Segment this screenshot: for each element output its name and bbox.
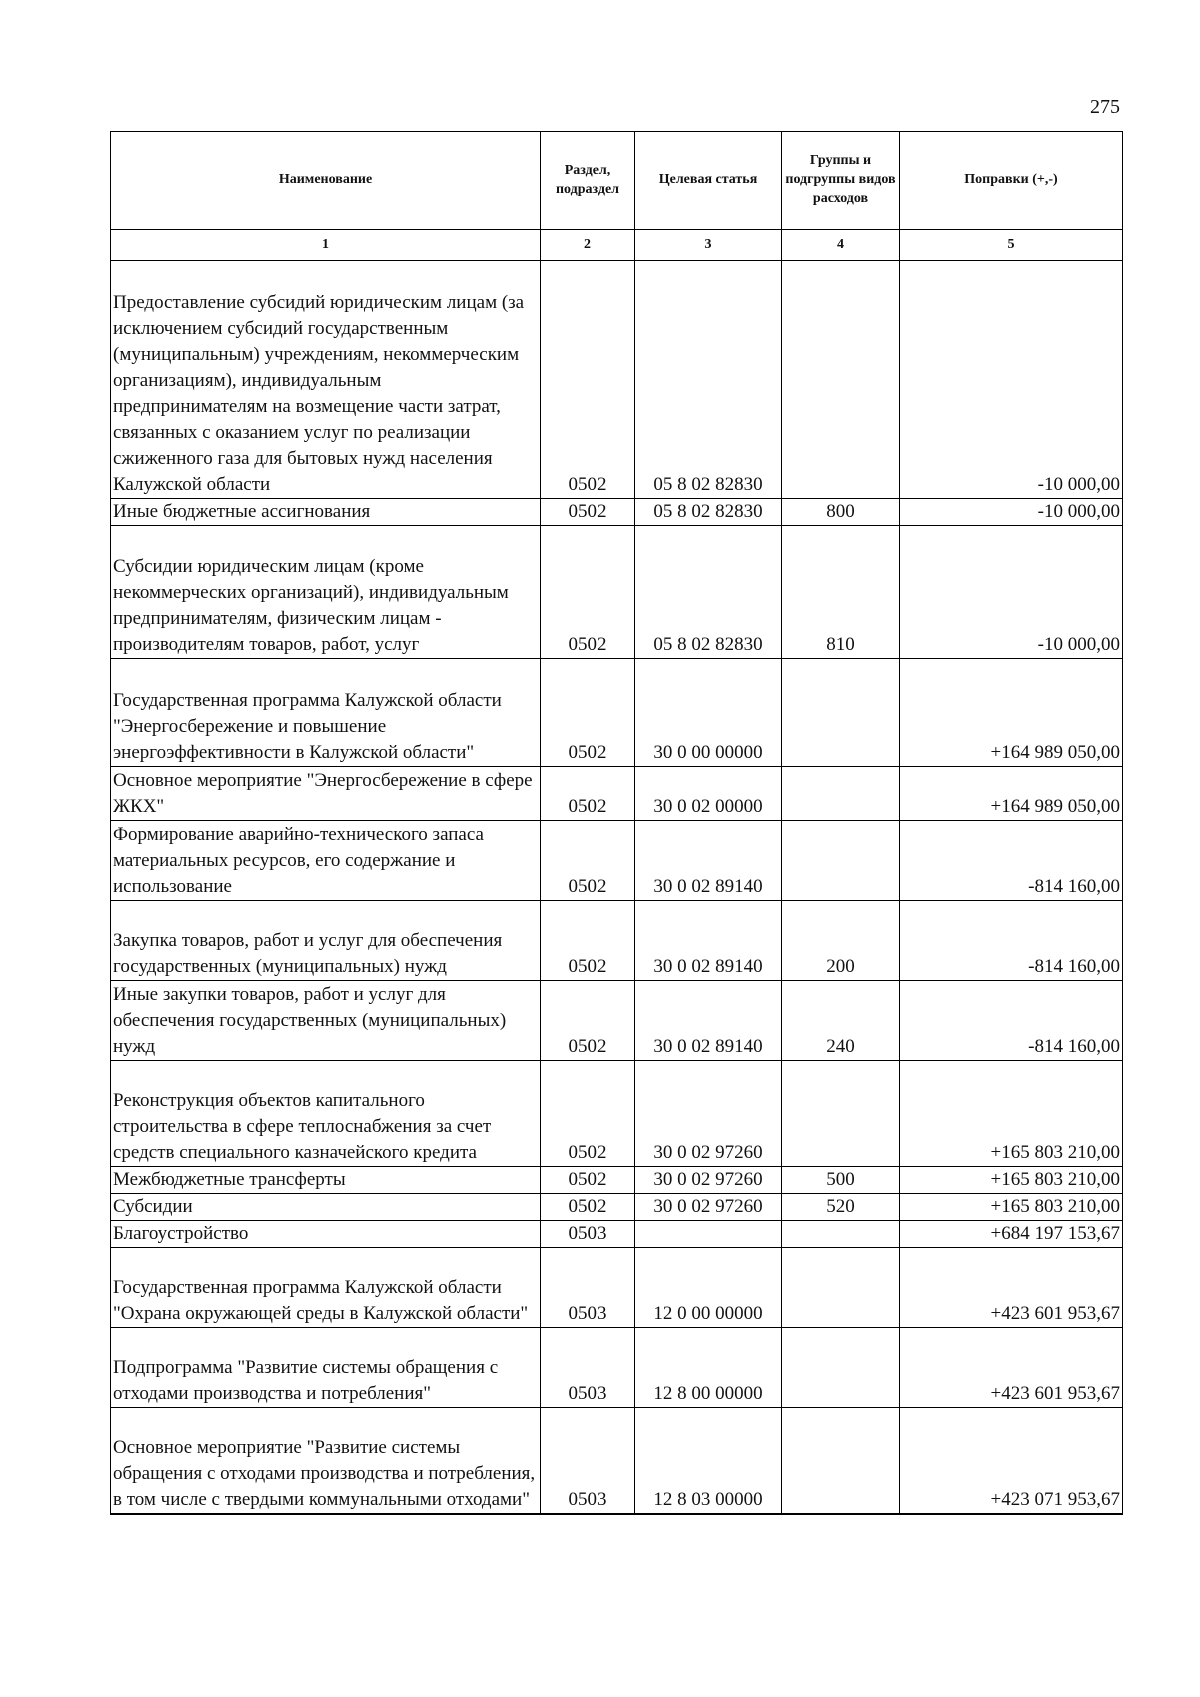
page-number: 275: [1090, 96, 1120, 118]
row-group: [782, 1248, 900, 1328]
row-name: Иные бюджетные ассигнования: [111, 499, 541, 526]
row-section: 0503: [541, 1248, 635, 1328]
row-group: 200: [782, 901, 900, 981]
row-amount: -814 160,00: [900, 981, 1123, 1061]
row-name: Формирование аварийно-технического запаса материальных ресурсов, его содержание и использование: [111, 821, 541, 901]
table-row: [111, 526, 1123, 659]
table-row: [111, 499, 1123, 526]
row-name: Государственная программа Калужской области "Энергосбережение и повышение энергоэффективности в Калужской области": [111, 659, 541, 767]
table-row: [111, 1328, 1123, 1408]
budget-amendments-table: [110, 131, 1123, 1515]
header-amendments: Поправки (+,-): [900, 132, 1123, 230]
row-name: Закупка товаров, работ и услуг для обеспечения государственных (муниципальных) нужд: [111, 901, 541, 981]
row-name: Субсидии: [111, 1194, 541, 1221]
table-row: [111, 1221, 1123, 1248]
row-section: 0502: [541, 261, 635, 499]
row-amount: -10 000,00: [900, 526, 1123, 659]
column-number: 3: [635, 230, 782, 261]
table-row: [111, 981, 1123, 1061]
row-name: Иные закупки товаров, работ и услуг для обеспечения государственных (муниципальных) нужд: [111, 981, 541, 1061]
row-group: 810: [782, 526, 900, 659]
row-amount: +165 803 210,00: [900, 1167, 1123, 1194]
row-target: 30 0 02 97260: [635, 1061, 782, 1167]
row-target: 30 0 02 00000: [635, 767, 782, 821]
row-group: [782, 767, 900, 821]
row-target: 12 0 00 00000: [635, 1248, 782, 1328]
row-amount: +164 989 050,00: [900, 659, 1123, 767]
row-group: [782, 1221, 900, 1248]
row-group: [782, 261, 900, 499]
column-number: 1: [111, 230, 541, 261]
row-group: [782, 1328, 900, 1408]
header-name: Наименование: [111, 132, 541, 230]
row-amount: +423 071 953,67: [900, 1408, 1123, 1514]
row-target: 05 8 02 82830: [635, 526, 782, 659]
row-group: [782, 659, 900, 767]
row-amount: -10 000,00: [900, 499, 1123, 526]
row-group: 500: [782, 1167, 900, 1194]
table-row: [111, 659, 1123, 767]
row-target: 05 8 02 82830: [635, 499, 782, 526]
row-name: Основное мероприятие "Развитие системы обращения с отходами производства и потребления, в том числе с твердыми коммунальными отходами": [111, 1408, 541, 1514]
row-section: 0502: [541, 767, 635, 821]
row-name: Основное мероприятие "Энергосбережение в сфере ЖКХ": [111, 767, 541, 821]
row-section: 0502: [541, 1061, 635, 1167]
row-name: Межбюджетные трансферты: [111, 1167, 541, 1194]
row-group: 520: [782, 1194, 900, 1221]
row-amount: +164 989 050,00: [900, 767, 1123, 821]
row-section: 0502: [541, 1194, 635, 1221]
table-row: [111, 1167, 1123, 1194]
row-group: [782, 1061, 900, 1167]
row-target: 30 0 02 89140: [635, 821, 782, 901]
row-amount: +165 803 210,00: [900, 1194, 1123, 1221]
row-group: 800: [782, 499, 900, 526]
table-row: [111, 1248, 1123, 1328]
row-amount: +423 601 953,67: [900, 1248, 1123, 1328]
table-row: [111, 821, 1123, 901]
header-section: Раздел, подраздел: [541, 132, 635, 230]
row-target: 30 0 02 89140: [635, 981, 782, 1061]
row-section: 0502: [541, 526, 635, 659]
row-target: 30 0 02 97260: [635, 1167, 782, 1194]
row-name: Предоставление субсидий юридическим лицам (за исключением субсидий государственным (муниципальным) учреждениям, некоммерческим организациям), индивидуальным предпринимателям на возмещение части затрат, связанных с оказанием услуг по реализации сжиженного газа для бытовых нужд населения Калужской области: [111, 261, 541, 499]
row-name: Благоустройство: [111, 1221, 541, 1248]
row-target: 12 8 03 00000: [635, 1408, 782, 1514]
row-section: 0503: [541, 1221, 635, 1248]
table-row: [111, 1061, 1123, 1167]
table-row: [111, 901, 1123, 981]
row-amount: +423 601 953,67: [900, 1328, 1123, 1408]
column-number: 4: [782, 230, 900, 261]
row-name: Субсидии юридическим лицам (кроме некоммерческих организаций), индивидуальным предпринимателям, физическим лицам - производителям товаров, работ, услуг: [111, 526, 541, 659]
row-group: [782, 821, 900, 901]
row-amount: -10 000,00: [900, 261, 1123, 499]
row-target: [635, 1221, 782, 1248]
column-number: 5: [900, 230, 1123, 261]
header-groups: Группы и подгруппы видов расходов: [782, 132, 900, 230]
column-number: 2: [541, 230, 635, 261]
table-row: [111, 1194, 1123, 1221]
row-section: 0502: [541, 499, 635, 526]
table-row: [111, 261, 1123, 499]
row-section: 0502: [541, 1167, 635, 1194]
header-target: Целевая статья: [635, 132, 782, 230]
row-section: 0503: [541, 1328, 635, 1408]
row-section: 0502: [541, 901, 635, 981]
row-section: 0502: [541, 659, 635, 767]
row-name: Реконструкция объектов капитального строительства в сфере теплоснабжения за счет средств специального казначейского кредита: [111, 1061, 541, 1167]
table-row: [111, 767, 1123, 821]
row-target: 30 0 02 97260: [635, 1194, 782, 1221]
row-name: Подпрограмма "Развитие системы обращения с отходами производства и потребления": [111, 1328, 541, 1408]
row-target: 30 0 00 00000: [635, 659, 782, 767]
row-amount: +165 803 210,00: [900, 1061, 1123, 1167]
row-group: [782, 1408, 900, 1514]
row-amount: +684 197 153,67: [900, 1221, 1123, 1248]
row-section: 0502: [541, 821, 635, 901]
row-name: Государственная программа Калужской области "Охрана окружающей среды в Калужской области": [111, 1248, 541, 1328]
row-amount: -814 160,00: [900, 901, 1123, 981]
table-row: [111, 1408, 1123, 1514]
row-target: 30 0 02 89140: [635, 901, 782, 981]
row-group: 240: [782, 981, 900, 1061]
row-amount: -814 160,00: [900, 821, 1123, 901]
row-section: 0503: [541, 1408, 635, 1514]
row-section: 0502: [541, 981, 635, 1061]
row-target: 05 8 02 82830: [635, 261, 782, 499]
row-target: 12 8 00 00000: [635, 1328, 782, 1408]
